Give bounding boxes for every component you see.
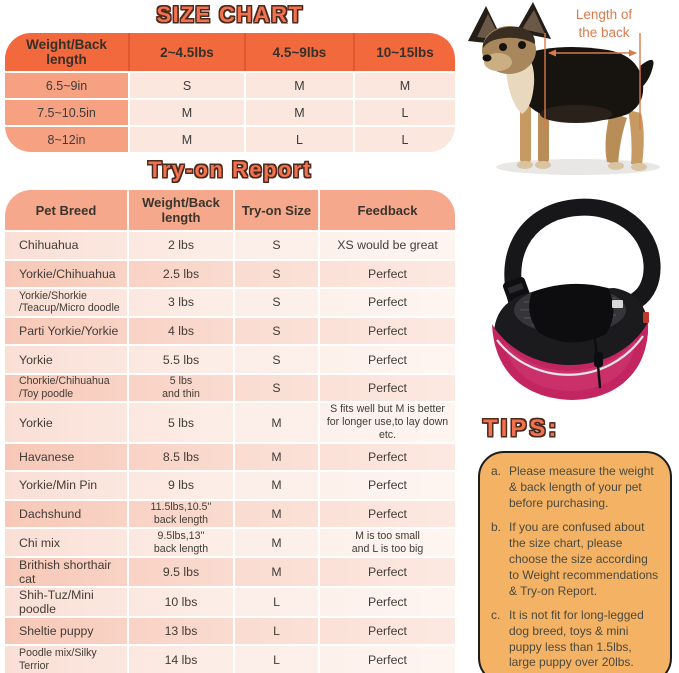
- tryon-cell-breed: Sheltie puppy: [19, 624, 94, 639]
- tip-item: [491, 520, 661, 600]
- tryon-row: [5, 499, 455, 528]
- tryon-row: [5, 442, 455, 471]
- tryon-cell-breed: Poodle mix/Silky Terrior: [19, 647, 97, 672]
- tryon-cell-feedback: Perfect: [318, 444, 455, 471]
- tryon-row: [5, 470, 455, 499]
- tryon-cell-size: M: [233, 529, 318, 556]
- size-chart-header-cell: 10~15lbs: [353, 33, 455, 71]
- tryon-row: [5, 230, 455, 259]
- size-chart-row: [5, 98, 455, 125]
- size-chart-header-cell: 2~4.5lbs: [128, 33, 244, 71]
- tryon-row: [5, 616, 455, 645]
- tips-title: TIPS:: [483, 415, 560, 442]
- tryon-cell-breed: Shih-Tuz/Mini poodle: [19, 587, 94, 616]
- size-chart-table: [5, 33, 455, 152]
- tryon-cell-size: S: [233, 346, 318, 373]
- tryon-header-cell: Feedback: [318, 190, 455, 230]
- tryon-cell-breed: Yorkie: [19, 415, 53, 430]
- tip-key: c.: [491, 607, 501, 622]
- size-chart-size-cell: M: [353, 73, 455, 98]
- tryon-cell-weight: 5.5 lbs: [127, 346, 233, 373]
- tryon-cell-feedback: Perfect: [318, 318, 455, 345]
- tryon-row: [5, 401, 455, 441]
- carrier-photo: [466, 184, 674, 418]
- tryon-cell-breed: Yorkie/Shorkie /Teacup/Micro doodle: [19, 289, 120, 315]
- tryon-cell-breed: Parti Yorkie/Yorkie: [19, 324, 119, 339]
- tryon-row: [5, 644, 455, 673]
- size-chart-size-cell: M: [244, 100, 353, 125]
- tryon-report-title: Try-on Report: [148, 157, 312, 182]
- tryon-cell-size: M: [233, 403, 318, 441]
- tryon-cell-feedback: XS would be great: [318, 232, 455, 259]
- tryon-header-cell: Pet Breed: [35, 202, 97, 218]
- tryon-cell-weight: 9.5lbs,13'' back length: [127, 529, 233, 556]
- tip-text: If you are confused about the size chart, please choose the size according to Weight recommendations & Try-on Report.: [509, 519, 659, 598]
- tryon-cell-breed: Chihuahua: [19, 238, 79, 253]
- tryon-cell-weight: 9 lbs: [127, 472, 233, 499]
- tryon-cell-weight: 4 lbs: [127, 318, 233, 345]
- tryon-cell-size: S: [233, 289, 318, 316]
- size-chart-row-label: 8~12in: [5, 127, 128, 152]
- tips-box: [478, 451, 672, 673]
- size-chart-header-cell: Weight/Back length: [26, 37, 107, 67]
- tryon-row: [5, 373, 455, 402]
- tryon-cell-feedback: M is too small and L is too big: [318, 529, 455, 556]
- tryon-cell-feedback: Perfect: [318, 289, 455, 316]
- tryon-row: [5, 344, 455, 373]
- tryon-cell-breed: Chorkie/Chihuahua /Toy poodle: [19, 375, 110, 401]
- tryon-cell-size: S: [233, 261, 318, 288]
- tryon-cell-weight: 5 lbs: [127, 403, 233, 441]
- tryon-cell-weight: 2 lbs: [127, 232, 233, 259]
- size-chart-size-cell: M: [128, 100, 244, 125]
- tryon-cell-feedback: Perfect: [318, 501, 455, 528]
- tryon-cell-breed: Yorkie/Chihuahua: [19, 266, 116, 281]
- tryon-header-cell: Weight/Back length: [127, 190, 233, 230]
- tryon-cell-feedback: Perfect: [318, 558, 455, 586]
- tryon-row: [5, 556, 455, 586]
- size-chart-row: [5, 71, 455, 98]
- tryon-cell-feedback: Perfect: [318, 346, 455, 373]
- tryon-cell-weight: 2.5 lbs: [127, 261, 233, 288]
- tryon-cell-size: M: [233, 558, 318, 586]
- tryon-cell-weight: 8.5 lbs: [127, 444, 233, 471]
- size-chart-size-cell: M: [244, 73, 353, 98]
- tip-key: a.: [491, 464, 502, 478]
- tryon-cell-feedback: S fits well but M is better for longer use,to lay down etc.: [318, 403, 455, 441]
- tryon-cell-weight: 3 lbs: [127, 289, 233, 316]
- tryon-cell-breed: Yorkie/Min Pin: [19, 478, 98, 493]
- tryon-cell-weight: 13 lbs: [127, 618, 233, 645]
- tryon-cell-breed: Brithish shorthair cat: [19, 557, 112, 586]
- tryon-cell-breed: Dachshund: [19, 507, 82, 522]
- tryon-cell-size: M: [233, 501, 318, 528]
- tryon-cell-size: L: [233, 618, 318, 645]
- back-length-annotation: Length of the back: [575, 7, 633, 40]
- tryon-cell-weight: 9.5 lbs: [127, 558, 233, 586]
- tryon-cell-size: M: [233, 444, 318, 471]
- tryon-cell-feedback: Perfect: [318, 588, 455, 616]
- tip-text: It is not fit for long-legged dog breed, toys & mini puppy less than 1.5lbs, large puppy over 20lbs.: [509, 607, 644, 670]
- size-chart-size-cell: L: [244, 127, 353, 152]
- sling-carrier-illustration: [466, 184, 674, 418]
- tryon-cell-breed: Chi mix: [19, 535, 60, 550]
- size-chart-row-label: 6.5~9in: [5, 73, 128, 98]
- tryon-cell-weight: 11.5lbs,10.5'' back length: [127, 501, 233, 528]
- size-chart-row-label: 7.5~10.5in: [5, 100, 128, 125]
- tryon-row: [5, 586, 455, 616]
- tryon-cell-size: L: [233, 588, 318, 616]
- size-chart-header-row: [5, 33, 455, 71]
- size-chart-size-cell: L: [353, 127, 455, 152]
- size-chart-size-cell: S: [128, 73, 244, 98]
- tryon-cell-weight: 10 lbs: [127, 588, 233, 616]
- tryon-row: [5, 287, 455, 316]
- tip-key: b.: [491, 519, 502, 534]
- tryon-cell-weight: 5 lbs and thin: [127, 375, 233, 402]
- tryon-cell-feedback: Perfect: [318, 618, 455, 645]
- tryon-cell-size: S: [233, 318, 318, 345]
- tryon-cell-feedback: Perfect: [318, 375, 455, 402]
- tryon-row: [5, 527, 455, 556]
- size-chart-row: [5, 125, 455, 152]
- tryon-cell-size: L: [233, 646, 318, 673]
- tip-item: [491, 464, 661, 512]
- tryon-row: [5, 316, 455, 345]
- size-chart-title: SIZE CHART: [156, 2, 304, 27]
- tryon-cell-breed: Havanese: [19, 449, 75, 464]
- size-chart-size-cell: L: [353, 100, 455, 125]
- tryon-report-table: [5, 190, 455, 673]
- tryon-cell-weight: 14 lbs: [127, 646, 233, 673]
- tryon-cell-breed: Yorkie: [19, 352, 53, 367]
- size-chart-size-cell: M: [128, 127, 244, 152]
- tryon-cell-feedback: Perfect: [318, 472, 455, 499]
- tryon-header-cell: Try-on Size: [233, 190, 318, 230]
- tryon-cell-feedback: Perfect: [318, 646, 455, 673]
- tryon-cell-size: S: [233, 232, 318, 259]
- tryon-row: [5, 259, 455, 288]
- size-chart-header-cell: 4.5~9lbs: [244, 33, 353, 71]
- tryon-cell-size: S: [233, 375, 318, 402]
- tryon-header-row: [5, 190, 455, 230]
- tip-text: Please measure the weight & back length of your pet before purchasing.: [509, 464, 654, 510]
- tip-item: [491, 608, 661, 672]
- tryon-cell-feedback: Perfect: [318, 261, 455, 288]
- tryon-cell-size: M: [233, 472, 318, 499]
